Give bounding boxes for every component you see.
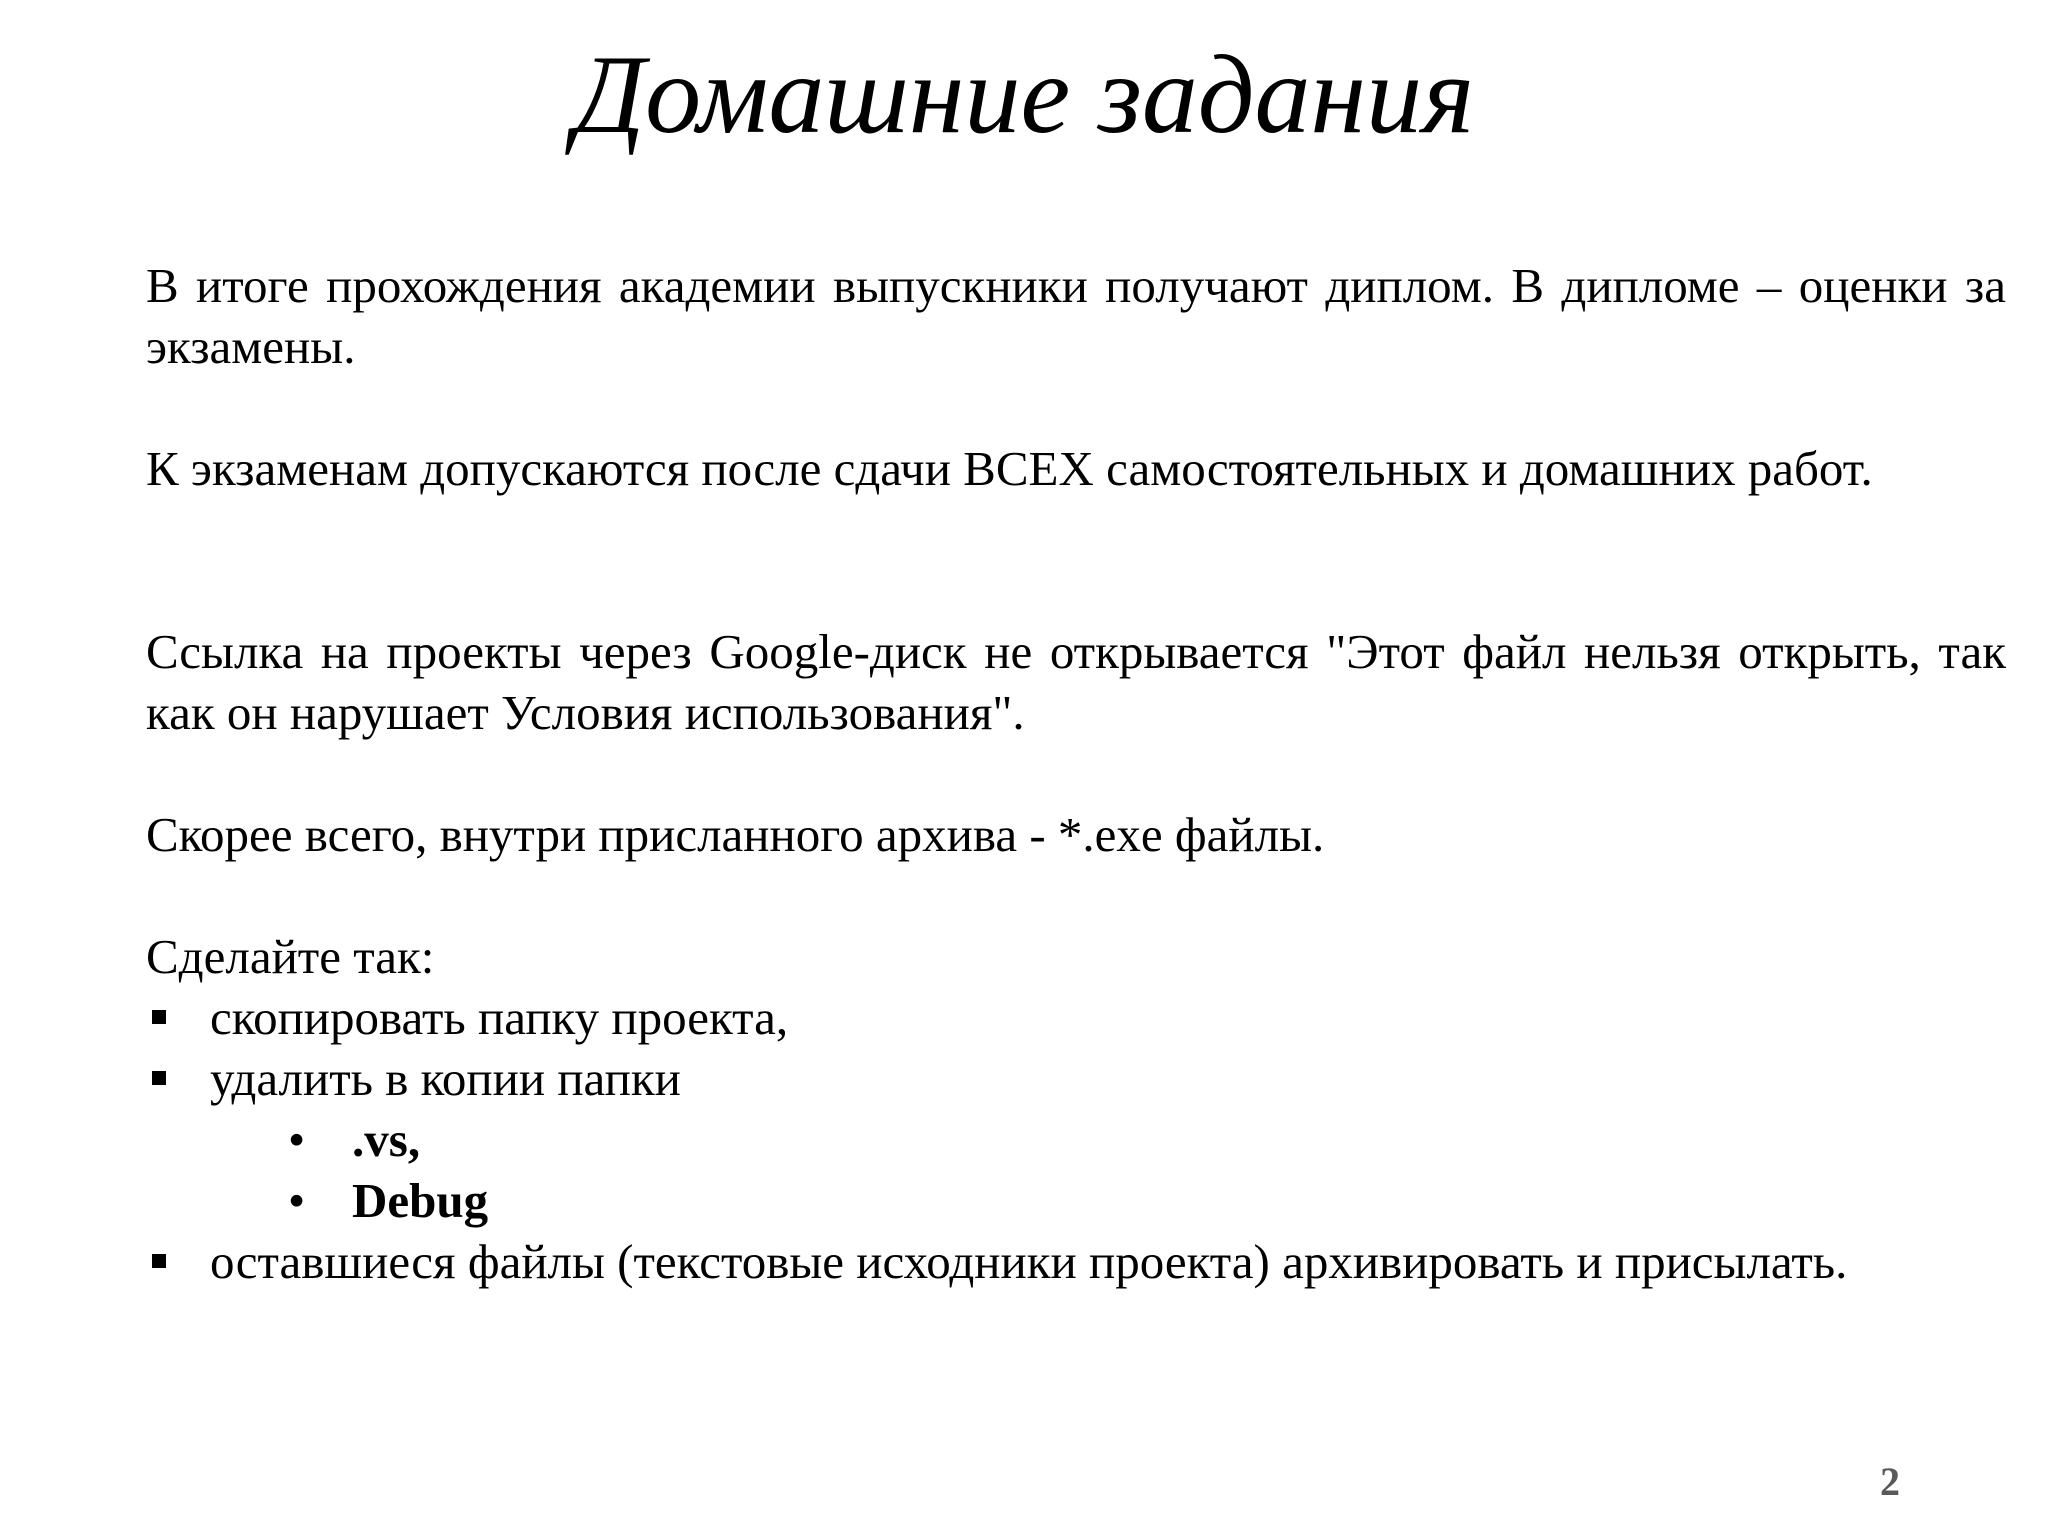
paragraph-diploma: В итоге прохождения академии выпускники получают диплом. В дипломе – оценки за экзамены. — [146, 258, 2006, 374]
spacer — [146, 499, 2006, 621]
spacer — [146, 377, 2006, 438]
paragraph-google-link: Ссылка на проекты через Google-диск не открывается "Этот файл нельзя открыть, так как он нарушает Условия использования". — [146, 624, 2006, 740]
steps-list — [146, 987, 2006, 1292]
square-bullet-icon — [152, 1254, 166, 1268]
list-item — [210, 1109, 2006, 1170]
paragraph-admission: К экзаменам допускаются после сдачи ВСЕХ самостоятельных и домашних работ. — [146, 441, 1873, 496]
slide-body — [146, 255, 2006, 1292]
spacer — [146, 743, 2006, 804]
spacer — [146, 865, 2006, 926]
square-bullet-icon — [152, 1010, 166, 1024]
round-bullet-icon: • — [288, 1173, 306, 1228]
page-number: 2 — [1880, 1459, 1900, 1504]
square-bullet-icon — [152, 1071, 166, 1085]
paragraph-archive: Скорее всего, внутри присланного архива - *.exe файлы. — [146, 807, 1325, 862]
step-text: удалить в копии папки — [210, 1051, 681, 1106]
list-item — [146, 1048, 2006, 1231]
list-item — [210, 1170, 2006, 1231]
folders-list — [210, 1109, 2006, 1231]
folder-name: .vs, — [352, 1112, 421, 1167]
paragraph-instructions-intro: Сделайте так: — [146, 929, 435, 984]
step-text: оставшиеся файлы (текстовые исходники проекта) архивировать и присылать. — [210, 1234, 1848, 1289]
slide-title: Домашние задания — [573, 33, 1475, 157]
list-item — [146, 1231, 2006, 1292]
round-bullet-icon: • — [288, 1112, 306, 1167]
step-text: скопировать папку проекта, — [210, 990, 789, 1045]
list-item — [146, 987, 2006, 1048]
folder-name: Debug — [352, 1173, 489, 1228]
